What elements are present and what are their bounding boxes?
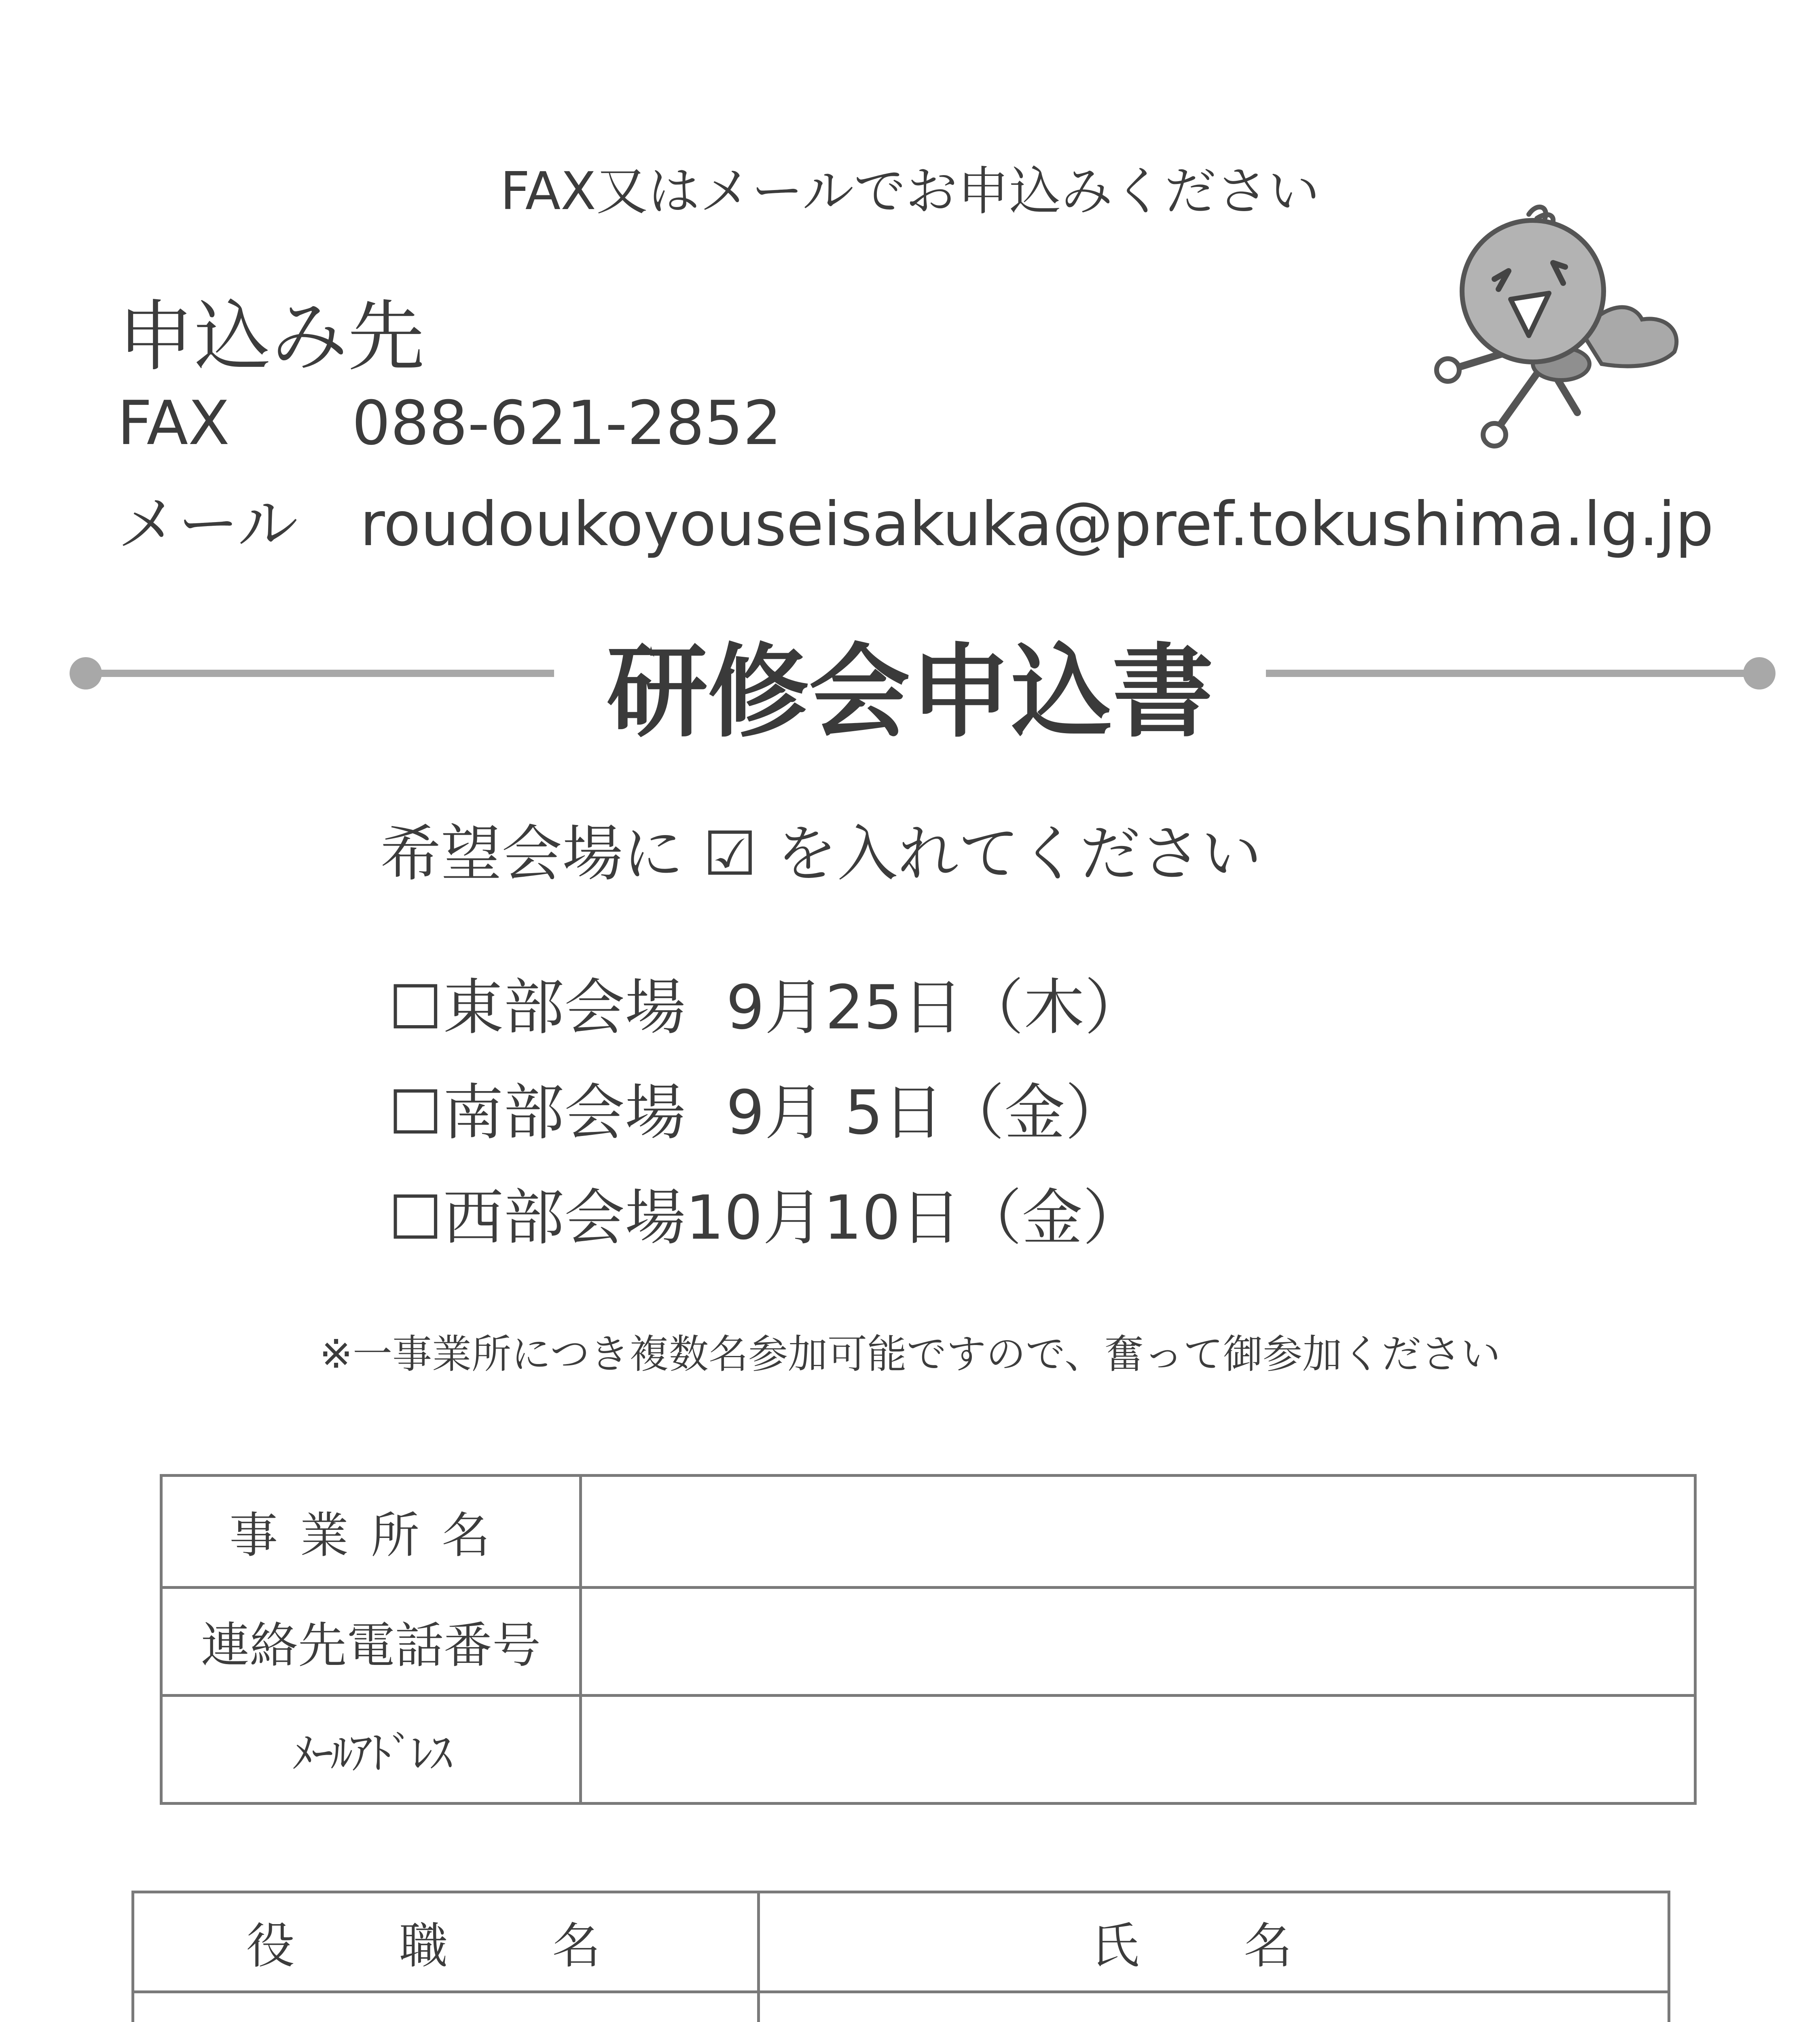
venue-checkbox[interactable]: ☐ bbox=[388, 973, 443, 1043]
venue-name: 南部会場 bbox=[443, 1078, 686, 1148]
venue-checkbox[interactable]: ☐ bbox=[388, 1183, 443, 1253]
venue-instruction: 希望会場に ☑ を入れてください bbox=[380, 819, 1262, 889]
venue-date: 9月 5日（金） bbox=[726, 1078, 1126, 1148]
email-label: ﾒｰﾙｱﾄﾞﾚｽ bbox=[161, 1696, 581, 1804]
venue-option[interactable] bbox=[388, 1169, 1252, 1256]
phone-field[interactable] bbox=[581, 1588, 1695, 1696]
title-rule-right-dot bbox=[1743, 657, 1776, 690]
venue-name: 西部会場 bbox=[443, 1183, 686, 1253]
destination-heading: 申込み先 bbox=[117, 292, 425, 381]
form-title: 研修会申込書 bbox=[607, 633, 1213, 751]
table-header-row bbox=[133, 1892, 1669, 1992]
venue-checkbox[interactable]: ☐ bbox=[388, 1078, 443, 1148]
email-field[interactable] bbox=[581, 1696, 1695, 1804]
mascot-illustration-icon bbox=[1407, 198, 1699, 461]
table-row bbox=[161, 1588, 1695, 1696]
office-name-field[interactable] bbox=[581, 1476, 1695, 1588]
mail-label: メール bbox=[117, 489, 298, 560]
fax-number: 088-621-2852 bbox=[352, 388, 782, 459]
table-row bbox=[161, 1696, 1695, 1804]
phone-label: 連絡先電話番号 bbox=[161, 1588, 581, 1696]
venue-name: 東部会場 bbox=[443, 973, 686, 1043]
office-info-table bbox=[160, 1474, 1697, 1805]
table-row bbox=[161, 1476, 1695, 1588]
participation-note: ※一事業所につき複数名参加可能ですので、奮って御参加ください bbox=[319, 1331, 1501, 1377]
job-title-field[interactable] bbox=[133, 1992, 759, 2022]
fax-row bbox=[117, 388, 782, 459]
venue-option[interactable] bbox=[388, 958, 1292, 1046]
office-name-label: 事業所名 bbox=[161, 1476, 581, 1588]
table-row bbox=[133, 1992, 1669, 2022]
title-rule-right bbox=[1266, 670, 1751, 677]
venue-date: 10月10日（金） bbox=[686, 1183, 1143, 1253]
mail-row bbox=[117, 475, 1714, 563]
submission-note: FAX又はメールでお申込みください bbox=[500, 161, 1320, 222]
fax-label: FAX bbox=[117, 388, 230, 459]
venue-option[interactable] bbox=[388, 1064, 1292, 1151]
mail-address[interactable]: roudoukoyouseisakuka@pref.tokushima.lg.jp bbox=[360, 489, 1714, 560]
job-title-header: 役 職 名 bbox=[133, 1892, 759, 1992]
participants-table bbox=[131, 1891, 1670, 2022]
participant-name-field[interactable] bbox=[759, 1992, 1669, 2022]
venue-date: 9月25日（木） bbox=[726, 973, 1145, 1043]
name-header: 氏 名 bbox=[759, 1892, 1669, 1992]
